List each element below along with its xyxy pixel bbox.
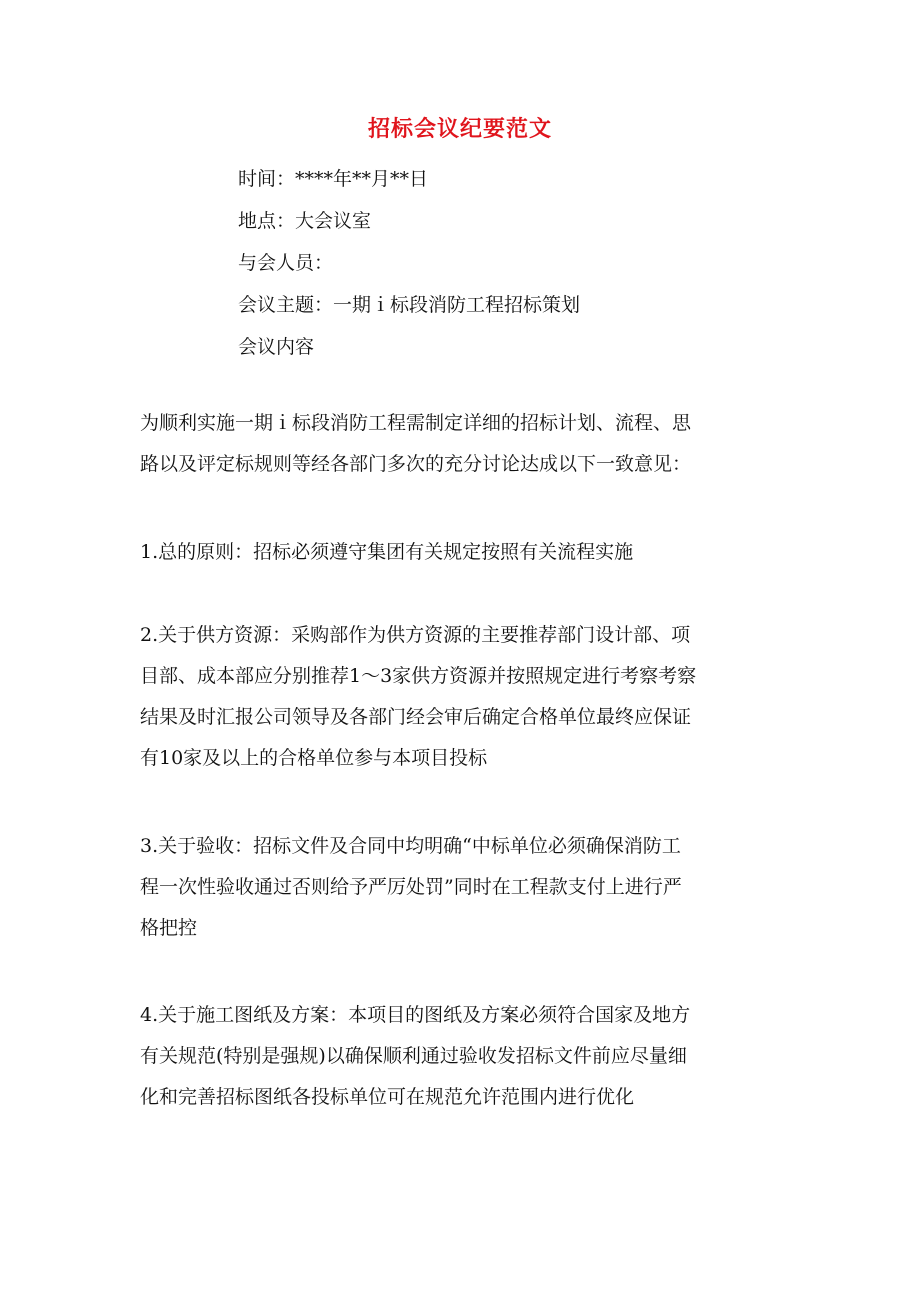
paragraph-line: 3.关于验收：招标文件及合同中均明确“中标单位必须确保消防工 xyxy=(140,835,681,857)
meeting-meta xyxy=(238,158,580,368)
paragraph-line: 目部、成本部应分别推荐1～3家供方资源并按照规定进行考察考察 xyxy=(140,665,697,687)
paragraph-line: 有关规范(特别是强规)以确保顺利通过验收发招标文件前应尽量细 xyxy=(140,1045,687,1067)
paragraph-line: 格把控 xyxy=(140,917,198,939)
meta-topic: 会议主题：一期ｉ标段消防工程招标策划 xyxy=(238,294,581,316)
paragraph-line: 路以及评定标规则等经各部门多次的充分讨论达成以下一致意见： xyxy=(140,453,692,475)
paragraph-supplier xyxy=(140,615,780,779)
paragraph-line: 1.总的原则：招标必须遵守集团有关规定按照有关流程实施 xyxy=(140,541,634,563)
paragraph-principle xyxy=(140,532,780,573)
paragraph-line: 结果及时汇报公司领导及各部门经会审后确定合格单位最终应保证 xyxy=(140,706,692,728)
meta-location: 地点：大会议室 xyxy=(238,210,372,232)
paragraph-line: 2.关于供方资源：采购部作为供方资源的主要推荐部门设计部、项 xyxy=(140,624,691,646)
paragraph-line: 为顺利实施一期ｉ标段消防工程需制定详细的招标计划、流程、思 xyxy=(140,412,692,434)
paragraph-drawings xyxy=(140,995,780,1118)
paragraph-acceptance xyxy=(140,826,780,949)
meta-time: 时间：****年**月**日 xyxy=(238,168,429,190)
meta-attendees: 与会人员： xyxy=(238,252,334,274)
paragraph-intro xyxy=(140,403,780,485)
meta-content-heading: 会议内容 xyxy=(238,336,315,358)
paragraph-line: 化和完善招标图纸各投标单位可在规范允许范围内进行优化 xyxy=(140,1086,635,1108)
paragraph-line: 有10家及以上的合格单位参与本项目投标 xyxy=(140,747,488,769)
paragraph-line: 4.关于施工图纸及方案：本项目的图纸及方案必须符合国家及地方 xyxy=(140,1004,691,1026)
document-title: 招标会议纪要范文 xyxy=(367,116,552,142)
paragraph-line: 程一次性验收通过否则给予严厉处罚”同时在工程款支付上进行严 xyxy=(140,876,682,898)
